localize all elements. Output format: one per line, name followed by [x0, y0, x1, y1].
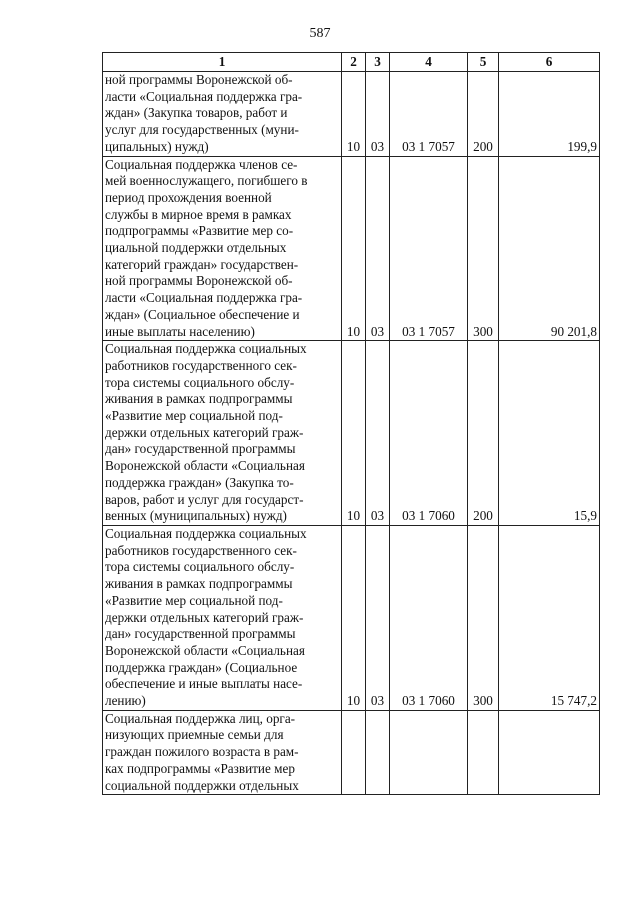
description-line: услуг для государственных (муни- — [105, 122, 299, 138]
description-line: граждан пожилого возраста в рам- — [105, 744, 299, 760]
section-code: 10 — [342, 72, 366, 157]
description-line: держки отдельных категорий граж- — [105, 609, 304, 625]
table-row — [103, 710, 600, 795]
description-line: подпрограммы «Развитие мер со- — [105, 223, 294, 239]
description-line: ципальных) нужд) — [105, 138, 209, 154]
row-description — [103, 525, 342, 710]
description-line: ной программы Воронежской об- — [105, 273, 293, 289]
subsection-code: 03 — [366, 525, 390, 710]
column-header: 5 — [468, 53, 499, 72]
subsection-code — [366, 710, 390, 795]
expense-type-code: 300 — [468, 525, 499, 710]
description-line: Социальная поддержка социальных — [105, 341, 307, 357]
amount: 15 747,2 — [499, 525, 600, 710]
target-article-code: 03 1 7060 — [390, 525, 468, 710]
row-description — [103, 156, 342, 341]
description-line: категорий граждан» государствен- — [105, 256, 299, 272]
description-line: дан» государственной программы — [105, 626, 296, 642]
description-line: социальной поддержки отдельных — [105, 777, 299, 793]
description-line: варов, работ и услуг для государст- — [105, 491, 304, 507]
description-line: ной программы Воронежской об- — [105, 72, 293, 87]
description-line: поддержка граждан» (Закупка то- — [105, 474, 294, 490]
description-line: живания в рамках подпрограммы — [105, 391, 293, 407]
description-line: работников государственного сек- — [105, 357, 297, 373]
amount: 90 201,8 — [499, 156, 600, 341]
description-line: период прохождения военной — [105, 189, 272, 205]
description-line: ласти «Социальная поддержка гра- — [105, 88, 303, 104]
column-header: 2 — [342, 53, 366, 72]
description-line: держки отдельных категорий граж- — [105, 424, 304, 440]
budget-table — [102, 52, 600, 795]
expense-type-code: 200 — [468, 341, 499, 526]
section-code: 10 — [342, 525, 366, 710]
target-article-code: 03 1 7057 — [390, 156, 468, 341]
column-header: 4 — [390, 53, 468, 72]
section-code — [342, 710, 366, 795]
amount: 15,9 — [499, 341, 600, 526]
table-row — [103, 341, 600, 526]
row-description — [103, 341, 342, 526]
row-description — [103, 72, 342, 157]
description-line: «Развитие мер социальной под- — [105, 592, 283, 608]
description-line: Социальная поддержка социальных — [105, 525, 307, 541]
table-row — [103, 156, 600, 341]
description-line: ках подпрограммы «Развитие мер — [105, 760, 295, 776]
amount: 199,9 — [499, 72, 600, 157]
subsection-code: 03 — [366, 156, 390, 341]
expense-type-code — [468, 710, 499, 795]
description-line: лению) — [105, 693, 146, 709]
description-line: венных (муниципальных) нужд) — [105, 508, 287, 524]
table-row — [103, 72, 600, 157]
description-line: дан» государственной программы — [105, 441, 296, 457]
expense-type-code: 300 — [468, 156, 499, 341]
description-line: тора системы социального обслу- — [105, 559, 295, 575]
section-code: 10 — [342, 156, 366, 341]
description-line: ласти «Социальная поддержка гра- — [105, 290, 303, 306]
description-line: тора системы социального обслу- — [105, 374, 295, 390]
description-line: поддержка граждан» (Социальное — [105, 659, 298, 675]
column-header: 6 — [499, 53, 600, 72]
description-line: низующих приемные семьи для — [105, 727, 284, 743]
table-body — [103, 72, 600, 795]
amount — [499, 710, 600, 795]
subsection-code: 03 — [366, 341, 390, 526]
page-number: 587 — [309, 26, 331, 41]
description-line: Социальная поддержка лиц, орга- — [105, 710, 296, 726]
description-line: службы в мирное время в рамках — [105, 206, 292, 222]
description-line: ждан» (Социальное обеспечение и — [105, 306, 300, 322]
subsection-code: 03 — [366, 72, 390, 157]
column-header: 1 — [103, 53, 342, 72]
expense-type-code: 200 — [468, 72, 499, 157]
description-line: Воронежской области «Социальная — [105, 458, 305, 474]
description-line: «Развитие мер социальной под- — [105, 408, 283, 424]
description-line: обеспечение и иные выплаты насе- — [105, 676, 303, 692]
description-line: Воронежской области «Социальная — [105, 642, 305, 658]
description-line: мей военнослужащего, погибшего в — [105, 173, 308, 189]
table-row — [103, 525, 600, 710]
target-article-code — [390, 710, 468, 795]
description-line: ждан» (Закупка товаров, работ и — [105, 105, 288, 121]
target-article-code: 03 1 7057 — [390, 72, 468, 157]
description-line: Социальная поддержка членов се- — [105, 156, 298, 172]
table-header-row — [103, 53, 600, 72]
description-line: работников государственного сек- — [105, 542, 297, 558]
description-line: живания в рамках подпрограммы — [105, 576, 293, 592]
description-line: иные выплаты населению) — [105, 323, 255, 339]
description-line: циальной поддержки отдельных — [105, 240, 287, 256]
row-description — [103, 710, 342, 795]
target-article-code: 03 1 7060 — [390, 341, 468, 526]
column-header: 3 — [366, 53, 390, 72]
section-code: 10 — [342, 341, 366, 526]
